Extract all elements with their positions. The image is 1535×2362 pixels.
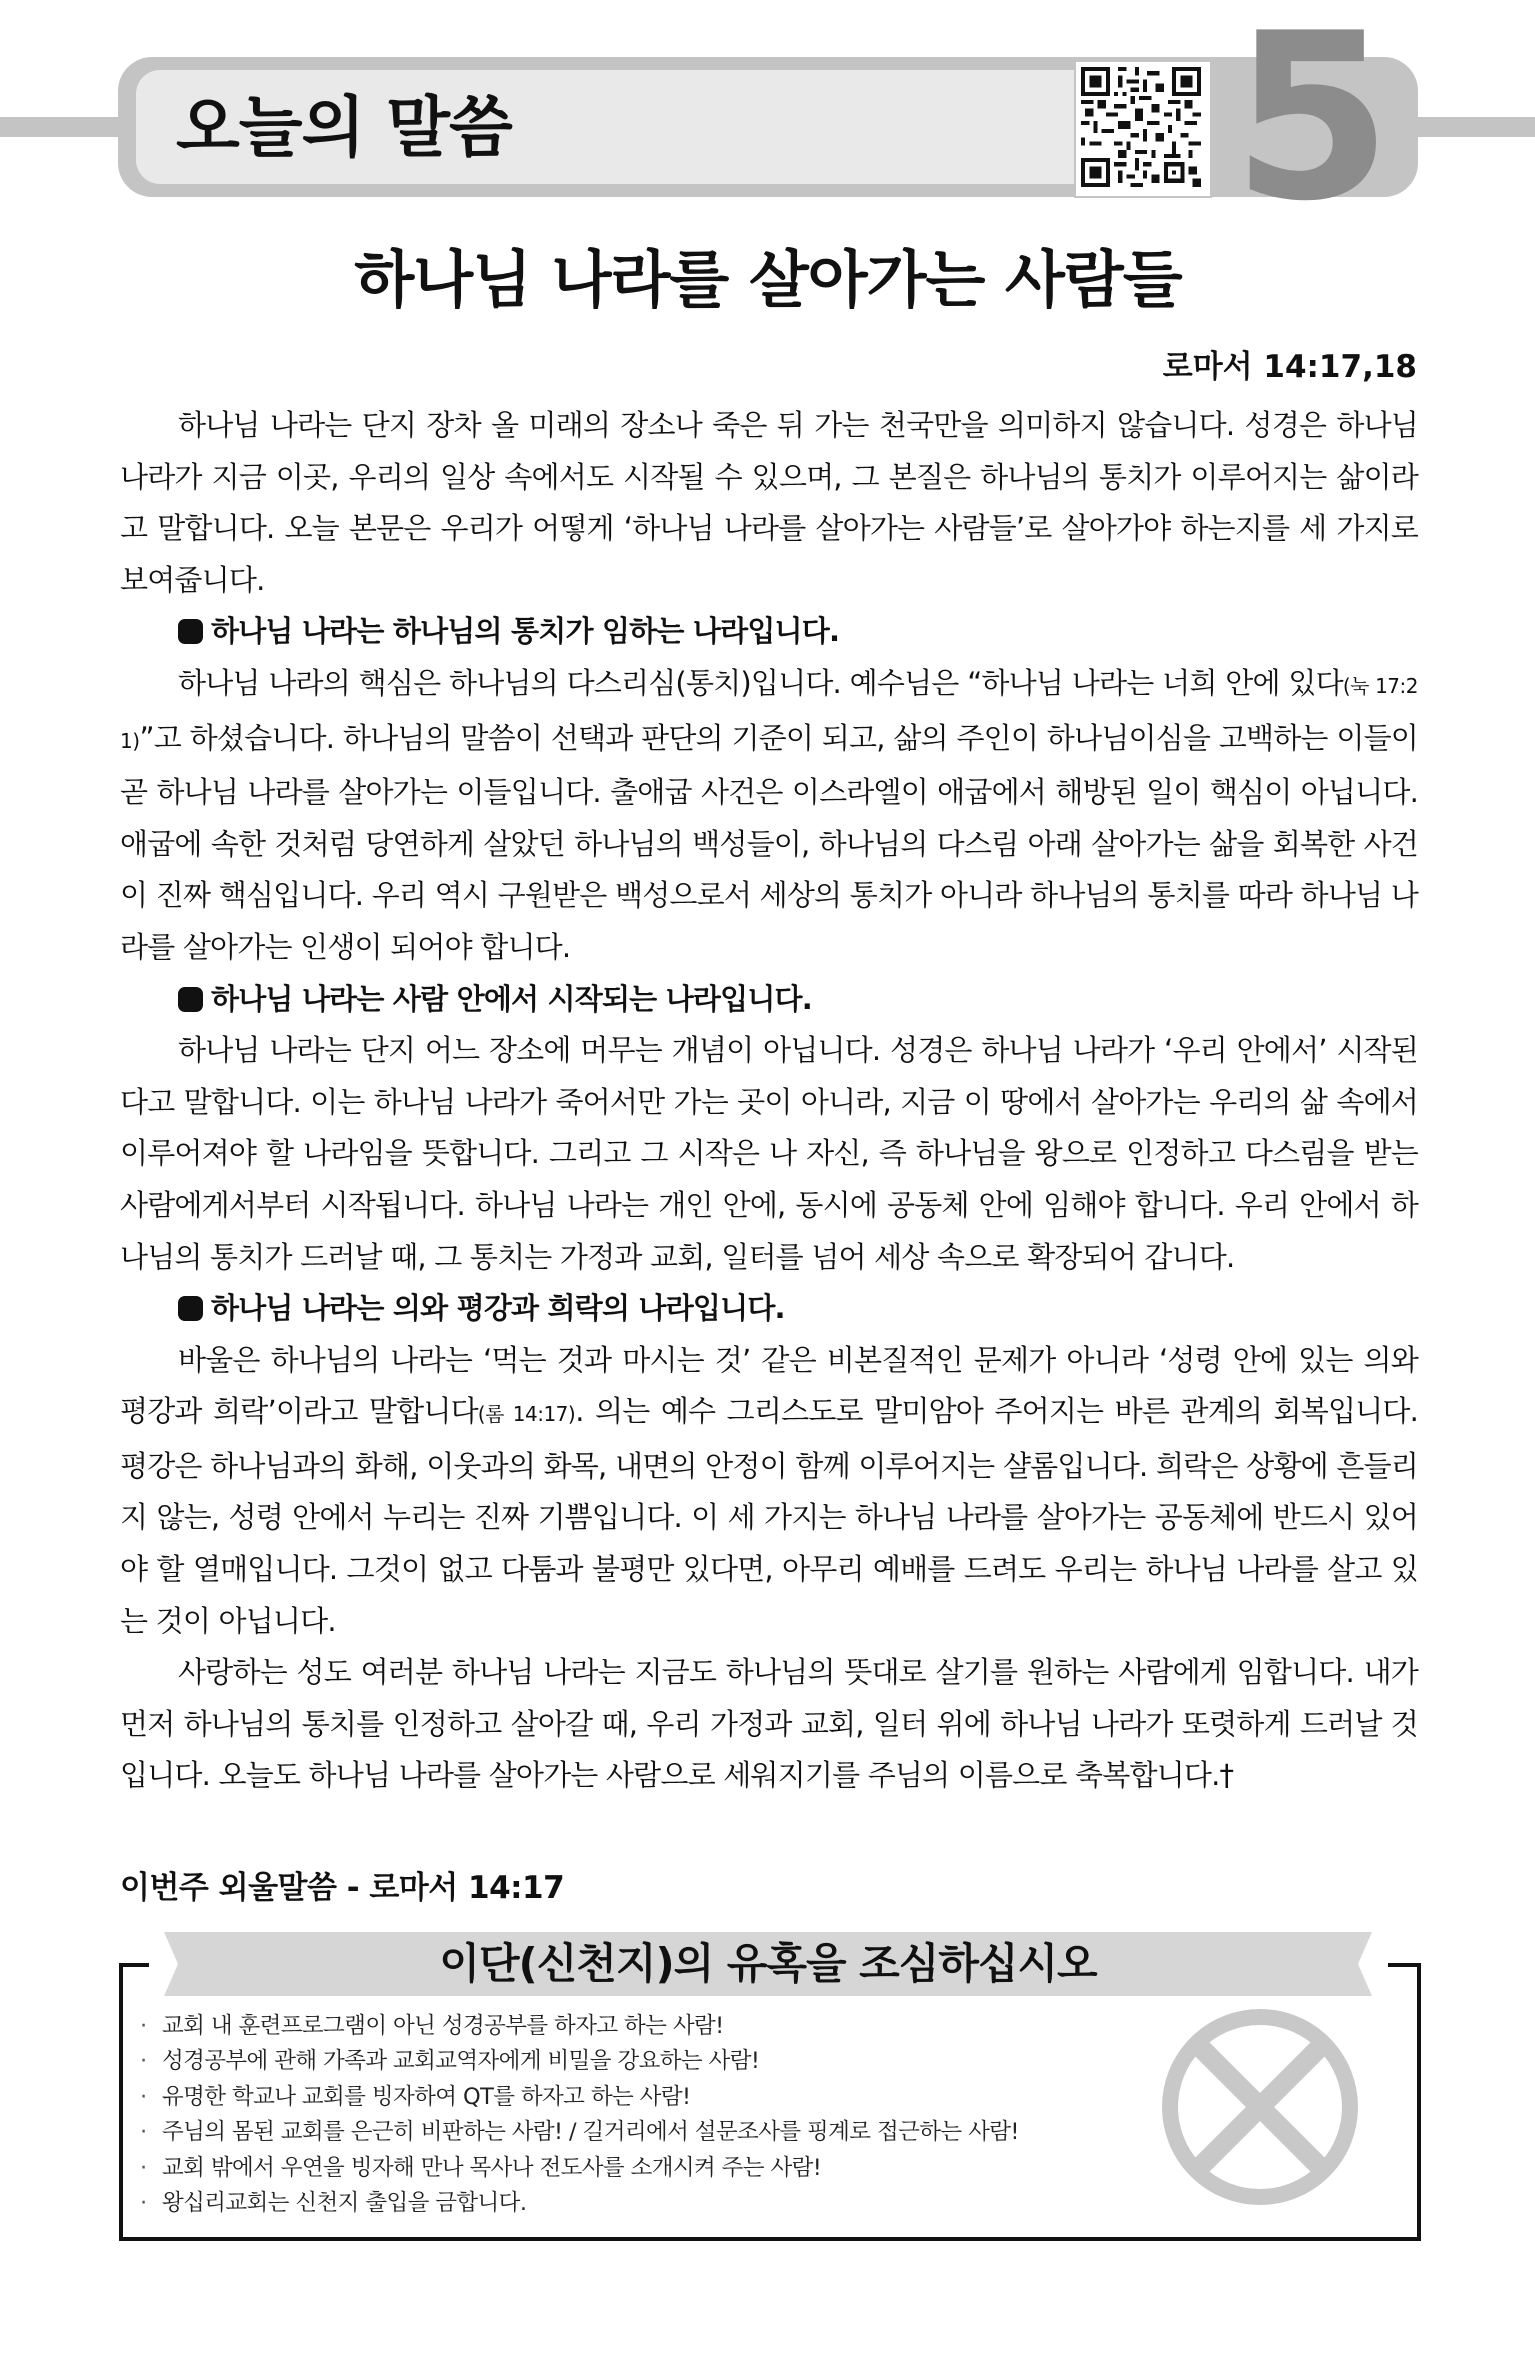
list-item [140, 2009, 1170, 2044]
conclusion-paragraph: 사랑하는 성도 여러분 하나님 나라는 지금도 하나님의 뜻대로 살기를 원하는 사람에게 임합니다. 내가 먼저 하나님의 통치를 인정하고 살아갈 때, 우리 가정과 교회, 일터 위에 하나님 나라가 또렷하게 드러날 것입니다. 오늘도 하나님 나라를 살아가는 사람으로 세워지기를 주님의 이름으로 축복합니다.† [120, 1655, 1418, 1793]
list-bullet: · [140, 2154, 147, 2181]
list-bullet: · [140, 2083, 147, 2110]
sermon-title: 하나님 나라를 살아가는 사람들 [354, 243, 1182, 316]
list-item [140, 2044, 1170, 2079]
warning-title: 이단(신천지)의 유혹을 조심하십시오 [439, 1939, 1097, 1988]
point-heading-2 [120, 974, 1418, 1026]
bible-citation: (롬 14:17) [477, 1402, 576, 1427]
memory-verse: 이번주 외울말씀 - 로마서 14:17 [120, 1870, 565, 1906]
paragraph-text: 하나님 나라의 핵심은 하나님의 다스리심(통치)입니다. 예수님은 “하나님 나라는 너희 안에 있다 [178, 665, 1343, 700]
point-heading-3 [120, 1283, 1418, 1335]
list-bullet: · [140, 2190, 147, 2217]
list-item [140, 2080, 1170, 2115]
list-bullet: · [140, 2048, 147, 2075]
list-item [140, 2186, 1170, 2221]
point-paragraph-2: 하나님 나라는 단지 어느 장소에 머무는 개념이 아닙니다. 성경은 하나님 나라가 ‘우리 안에서’ 시작된다고 말합니다. 이는 하나님 나라가 죽어서만 가는 곳이 아니라, 지금 이 땅에서 살아가는 우리의 삶 속에서 이루어져야 할 나라임을 뜻합니다. 그리고 그 시작은 나 자신, 즉 하나님을 왕으로 인정하고 다스림을 받는 사람에게서부터 시작됩니다. 하나님 나라는 개인 안에, 동시에 공동체 안에 임해야 합니다. 우리 안에서 하나님의 통치가 드러날 때, 그 통치는 가정과 교회, 일터를 넘어 세상 속으로 확장되어 갑니다. [120, 1033, 1418, 1274]
square-bullet-icon [178, 987, 203, 1012]
square-bullet-icon [178, 1296, 203, 1321]
warning-box-corner-right [1388, 1963, 1417, 1967]
paragraph-text: . 의는 예수 그리스도로 말미암아 주어지는 바른 관계의 회복입니다. 평강은 하나님과의 화해, 이웃과의 화목, 내면의 안정이 함께 이루어지는 샬롬입니다. 희락은 상황에 흔들리지 않는, 성령 안에서 누리는 진짜 기쁨입니다. 이 세 가지는 하나님 나라를 살아가는 공동체에 반드시 있어야 할 열매입니다. 그것이 없고 다툼과 불평만 있다면, 아무리 예배를 드려도 우리는 하나님 나라를 살고 있는 것이 아닙니다. [120, 1394, 1419, 1638]
list-item-text: 유명한 학교나 교회를 빙자하여 QT를 하자고 하는 사람! [162, 2083, 691, 2110]
bible-citation: (눅 17:21) [120, 673, 1418, 753]
list-item [140, 2115, 1170, 2150]
qr-code-icon[interactable] [1074, 60, 1212, 198]
point-heading-text: 하나님 나라는 의와 평강과 희락의 나라입니다. [211, 1291, 785, 1326]
list-item-text: 교회 내 훈련프로그램이 아닌 성경공부를 하자고 하는 사람! [162, 2013, 724, 2039]
point-paragraph-3 [120, 1335, 1418, 1648]
list-bullet: · [140, 2119, 147, 2146]
list-item-text: 왕십리교회는 신천지 출입을 금합니다. [162, 2190, 527, 2217]
list-item-text: 교회 밖에서 우연을 빙자해 만나 목사나 전도사를 소개시켜 주는 사람! [162, 2154, 822, 2181]
point-paragraph-1 [120, 658, 1418, 974]
list-item-text: 주님의 몸된 교회를 은근히 비판하는 사람! / 길거리에서 설문조사를 핑계로 접근하는 사람! [162, 2119, 1019, 2146]
list-item [140, 2151, 1170, 2186]
list-bullet: · [140, 2013, 147, 2039]
square-bullet-icon [178, 619, 203, 644]
scripture-reference: 로마서 14:17,18 [1162, 349, 1417, 385]
point-heading-text: 하나님 나라는 하나님의 통치가 임하는 나라입니다. [211, 614, 840, 649]
prohibition-x-icon [1158, 2005, 1362, 2209]
section-title: 오늘의 말씀 [176, 89, 512, 166]
point-heading-1 [120, 606, 1418, 658]
warning-box-corner-left [119, 1963, 149, 1967]
list-item-text: 성경공부에 관해 가족과 교회교역자에게 비밀을 강요하는 사람! [162, 2048, 760, 2075]
point-heading-text: 하나님 나라는 사람 안에서 시작되는 나라입니다. [211, 981, 812, 1016]
paragraph-text: 바울은 하나님의 나라는 ‘먹는 것과 마시는 것’ 같은 비본질적인 문제가 아니라 ‘성령 안에 있는 의와 평강과 희락’이라고 말합니다 [120, 1342, 1418, 1429]
paragraph-text: ”고 하셨습니다. 하나님의 말씀이 선택과 판단의 기준이 되고, 삶의 주인이 하나님이심을 고백하는 이들이 곧 하나님 나라를 살아가는 이들입니다. 출애굽 사건은 이스라엘이 애굽에서 해방된 일이 핵심이 아닙니다. 애굽에 속한 것처럼 당연하게 살았던 하나님의 백성들이, 하나님의 다스림 아래 살아가는 삶을 회복한 사건이 진짜 핵심입니다. 우리 역시 구원받은 백성으로서 세상의 통치가 아니라 하나님의 통치를 따라 하나님 나라를 살아가는 인생이 되어야 합니다. [120, 720, 1418, 964]
page-number: 5 [1231, 0, 1393, 252]
sermon-body [120, 400, 1418, 1802]
intro-paragraph: 하나님 나라는 단지 장차 올 미래의 장소나 죽은 뒤 가는 천국만을 의미하지 않습니다. 성경은 하나님 나라가 지금 이곳, 우리의 일상 속에서도 시작될 수 있으며, 그 본질은 하나님의 통치가 이루어지는 삶이라고 말합니다. 오늘 본문은 우리가 어떻게 ‘하나님 나라를 살아가는 사람들’로 살아가야 하는지를 세 가지로 보여줍니다. [120, 408, 1418, 597]
warning-list [140, 2009, 1170, 2221]
